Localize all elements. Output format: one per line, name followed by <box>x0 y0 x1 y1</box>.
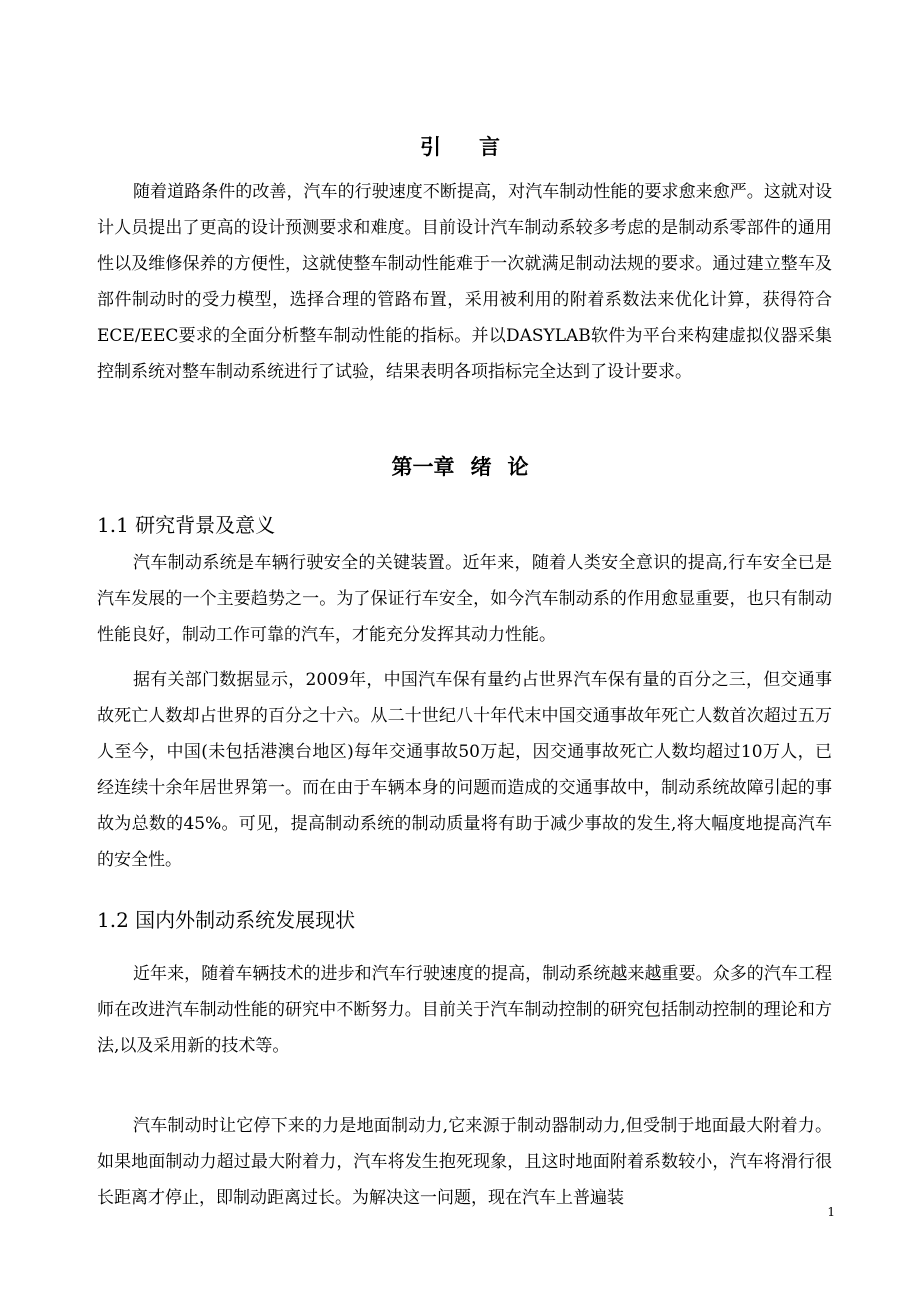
intro-title <box>0 131 920 161</box>
intro-title-right: 言 <box>479 134 500 159</box>
section-1-2-paragraph-1: 近年来，随着车辆技术的进步和汽车行驶速度的提高，制动系统越来越重要。众多的汽车工程师在改进汽车制动性能的研究中不断努力。目前关于汽车制动控制的研究包括制动控制的理论和方法,以及采用新的技术等。 <box>97 964 832 1056</box>
section-heading-1-1: 1.1 研究背景及意义 <box>97 513 276 537</box>
chapter-title-word-1: 绪 <box>470 454 492 479</box>
section-1-1-paragraph-2: 据有关部门数据显示，2009年，中国汽车保有量约占世界汽车保有量的百分之三，但交通事故死亡人数却占世界的百分之十六。从二十世纪八十年代末中国交通事故年死亡人数首次超过五万人至今，中国(未包括港澳台地区)每年交通事故50万起，因交通事故死亡人数均超过10万人，已经连续十余年居世界第一。而在由于车辆本身的问题而造成的交通事故中，制动系统故障引起的事故为总数的45%。可见，提高制动系统的制动质量将有助于减少事故的发生,将大幅度地提高汽车的安全性。 <box>97 670 832 870</box>
section-1-2-paragraph-2: 汽车制动时让它停下来的力是地面制动力,它来源于制动器制动力,但受制于地面最大附着力。如果地面制动力超过最大附着力，汽车将发生抱死现象，且这时地面附着系数较小，汽车将滑行很长距离才停止，即制动距离过长。为解决这一问题，现在汽车上普遍装 <box>97 1116 832 1208</box>
page-number: 1 <box>827 1205 835 1219</box>
chapter-title-number: 第一章 <box>391 454 455 479</box>
intro-title-left: 引 <box>420 134 441 159</box>
chapter-title-word-2: 论 <box>507 454 529 479</box>
section-heading-1-2: 1.2 国内外制动系统发展现状 <box>97 908 356 932</box>
chapter-title <box>0 451 920 481</box>
section-1-1-paragraph-1: 汽车制动系统是车辆行驶安全的关键装置。近年来，随着人类安全意识的提高,行车安全已是汽车发展的一个主要趋势之一。为了保证行车安全，如今汽车制动系的作用愈显重要，也只有制动性能良好，制动工作可靠的汽车，才能充分发挥其动力性能。 <box>97 553 832 645</box>
intro-paragraph: 随着道路条件的改善，汽车的行驶速度不断提高，对汽车制动性能的要求愈来愈严。这就对设计人员提出了更高的设计预测要求和难度。目前设计汽车制动系较多考虑的是制动系零部件的通用性以及维修保养的方便性，这就使整车制动性能难于一次就满足制动法规的要求。通过建立整车及部件制动时的受力模型，选择合理的管路布置，采用被利用的附着系数法来优化计算，获得符合ECE/EEC要求的全面分析整车制动性能的指标。并以DASYLAB软件为平台来构建虚拟仪器采集控制系统对整车制动系统进行了试验，结果表明各项指标完全达到了设计要求。 <box>97 182 832 382</box>
